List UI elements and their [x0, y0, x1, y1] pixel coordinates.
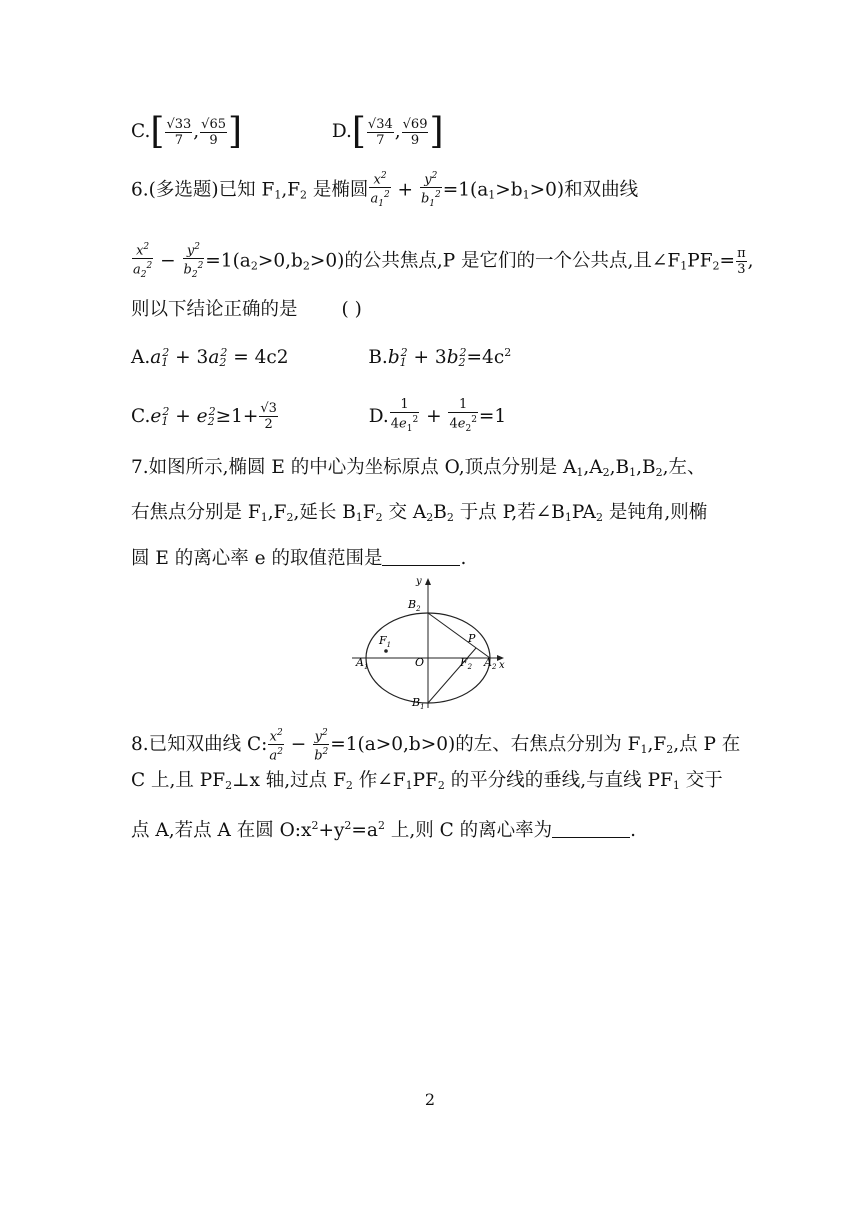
q6-option-c: $C.e_1^2 + e_2^2\ge 1+$ $\frac{√3}{2}$ [131, 401, 277, 433]
ellipse-figure [348, 574, 508, 714]
q8-line-1: 8.已知双曲线 C: $\frac{x^2}{a^2}$ − $\frac{y^2}{b^2}$ =1(a>0,b>0)的左、右焦点分别为 $F_1,F_2$,点 P 在 [131, 728, 741, 764]
svg-text:P: P [468, 632, 476, 645]
option-c-frac2: $\frac{√65}{9}$ [201, 116, 226, 148]
svg-text:y: y [416, 576, 422, 587]
answer-blank-q7 [382, 549, 460, 566]
q6-line-3: 则以下结论正确的是 ( ) [131, 299, 362, 320]
q7-line-2: 右焦点分别是 $F_1,F_2$,延长 $B_1F_2$ 交 $A_2B_2$ 于点 P,若$\angle B_1PA_2$ 是钝角,则椭 [131, 502, 708, 524]
svg-text:x: x [499, 660, 505, 671]
q8-line-3: 点 A,若点 A 在圆 $O:x^2+y^2=a^2$ 上,则 C 的离心率为 . [131, 819, 637, 841]
option-d-frac1: $\frac{√34}{7}$ [367, 116, 393, 148]
hyperbola-c-y-term: $\frac{y^2}{b^2}$ [314, 728, 329, 764]
ellipse-x-term: $\frac{x^2}{a_1^2}$ [370, 171, 390, 210]
q7-line-1: 7.如图所示,椭圆 E 的中心为坐标原点 O,顶点分别是 $A_1,A_2,B_1,B_2$,左、 [131, 457, 706, 479]
answer-paren: ( ) [341, 299, 362, 320]
svg-text:A1: $A_1$ [356, 656, 369, 671]
q6-options-ab [131, 340, 511, 376]
q6-line-2: $\frac{x^2}{a_2^2}$ − $\frac{y^2}{b_2^2}$ $=1(a_2>0,b_2>0)$的公共焦点,P 是它们的一个公共点,且$\angle F_1PF_2=$ $\frac{\pi}{3}$ , [131, 240, 754, 283]
hyperbola-x-term: $\frac{x^2}{a_2^2}$ [133, 242, 153, 281]
option-d-label: D. [331, 121, 352, 142]
svg-text:B1: $B_1$ [412, 696, 425, 711]
svg-text:B2: $B_2$ [408, 598, 421, 613]
q7-line-3: 圆 E 的离心率 e 的取值范围是 . [131, 548, 467, 569]
hyperbola-c-x-term: $\frac{x^2}{a^2}$ [269, 728, 283, 764]
q6-option-d: D. $\frac{1}{4e_1^2}$ + $\frac{1}{4e_2^2}$ =1 [368, 397, 507, 434]
answer-blank-q8 [552, 821, 630, 838]
option-c-label: C. [131, 121, 151, 142]
svg-text:F2: $F_2$ [460, 656, 473, 671]
svg-text:F1: $F_1$ [379, 634, 392, 649]
hyperbola-y-term: $\frac{y^2}{b_2^2}$ [183, 242, 204, 281]
pi-over-3: $\frac{\pi}{3}$ [737, 246, 746, 278]
option-d-frac2: $\frac{√69}{9}$ [402, 116, 428, 148]
page-number: 2 [424, 1090, 436, 1109]
q6-option-b: $B.b_1^2 + 3b_2^2=4c^2$ [368, 346, 512, 369]
svg-text:A2: $A_2$ [484, 656, 497, 671]
ellipse-y-term: $\frac{y^2}{b_1^2}$ [420, 171, 441, 210]
q6-line-1: 6.(多选题)已知 $F_1,F_2$ 是椭圆 $\frac{x^2}{a_1^2}$ + $\frac{y^2}{b_1^2}$ $=1(a_1>b_1>0)$和双曲线 [131, 169, 638, 212]
svg-text:O: O [415, 656, 425, 669]
q6-options-cd [131, 397, 506, 437]
q5-options-line: C.[ $\frac{√33}{7}$ , $\frac{√65}{9}$ ] D.[ $\frac{√34}{7}$ , $\frac{√69}{9}$ ] [131, 111, 444, 152]
q8-line-2: C 上,且 $PF_2\perp x$ 轴,过点 $F_2$ 作$\angle F_1PF_2$ 的平分线的垂线,与直线 $PF_1$ 交于 [131, 770, 723, 792]
option-c-frac1: $\frac{√33}{7}$ [166, 116, 192, 148]
q6-option-a: $A.a_1^2 + 3a_2^2 = 4c2$ [131, 346, 289, 369]
